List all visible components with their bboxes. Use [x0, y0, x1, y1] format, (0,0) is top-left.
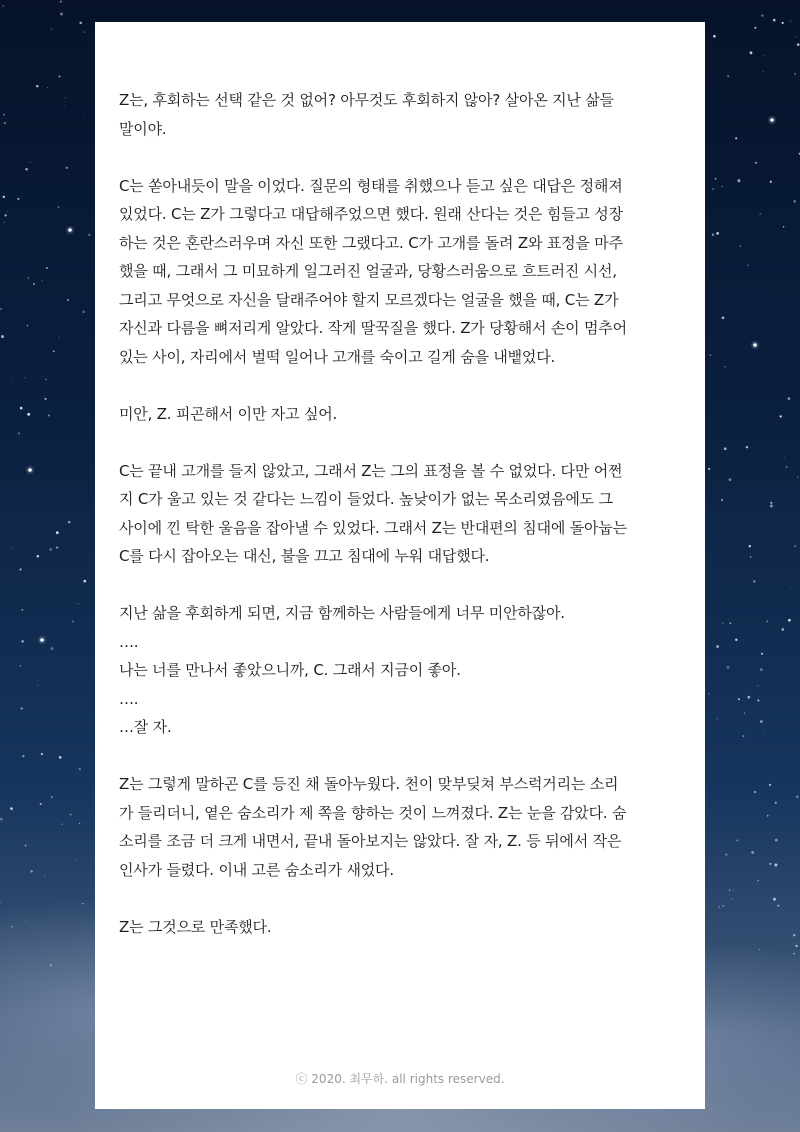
copyright-notice: ⓒ 2020. 최무하. all rights reserved.: [295, 1072, 505, 1086]
text-line: ….: [119, 632, 139, 651]
text-line: 소리를 조금 더 크게 내면서, 끝내 돌아보지는 않았다. 잘 자, Z. 등 뒤에서 작은: [119, 832, 622, 850]
text-line: Z는 그렇게 말하곤 C를 등진 채 돌아누웠다. 천이 맞부딪쳐 부스럭거리는 소리: [119, 775, 619, 793]
text-line: 있었다. C는 Z가 그렇다고 대답해주었으면 했다. 원래 산다는 것은 힘들고 성장: [119, 205, 623, 223]
text-line: 했을 때, 그래서 그 미묘하게 일그러진 얼굴과, 당황스러움으로 흐트러진 시선,: [119, 262, 617, 280]
paragraph: [119, 599, 683, 742]
text-line: 지 C가 울고 있는 것 같다는 느낌이 들었다. 높낮이가 없는 목소리였음에도 그: [119, 490, 613, 508]
text-line: 인사가 들렸다. 이내 고른 숨소리가 새었다.: [119, 860, 394, 879]
text-line: 나는 너를 만나서 좋았으니까, C. 그래서 지금이 좋아.: [119, 661, 461, 679]
text-line: C는 끝내 고개를 들지 않았고, 그래서 Z는 그의 표정을 볼 수 없었다. 다만 어쩐: [119, 461, 623, 480]
text-line: 말이야.: [119, 119, 167, 138]
paragraph: [119, 457, 683, 571]
text-line: C는 쏟아내듯이 말을 이었다. 질문의 형태를 취했으나 듣고 싶은 대답은 정해져: [119, 176, 623, 195]
story-text: [119, 86, 683, 970]
text-line: C를 다시 잡아오는 대신, 불을 끄고 침대에 누워 대답했다.: [119, 547, 490, 565]
text-line: Z는 그것으로 만족했다.: [119, 917, 272, 936]
document-page: [95, 22, 705, 1109]
text-line: …잘 자.: [119, 718, 172, 736]
text-line: 가 들리더니, 옅은 숨소리가 제 쪽을 향하는 것이 느껴졌다. Z는 눈을 감았다. 숨: [119, 803, 627, 822]
text-line: 지난 삶을 후회하게 되면, 지금 함께하는 사람들에게 너무 미안하잖아.: [119, 604, 565, 622]
paragraph: [119, 86, 683, 143]
text-line: 사이에 낀 탁한 울음을 잡아낼 수 있었다. 그래서 Z는 반대편의 침대에 돌아눕는: [119, 518, 627, 537]
paragraph: [119, 172, 683, 372]
paragraph: [119, 770, 683, 884]
text-line: ….: [119, 689, 139, 708]
text-line: 미안, Z. 피곤해서 이만 자고 싶어.: [119, 404, 338, 423]
text-line: Z는, 후회하는 선택 같은 것 없어? 아무것도 후회하지 않아? 살아온 지난 삶들: [119, 91, 614, 109]
text-line: 있는 사이, 자리에서 벌떡 일어나 고개를 숙이고 길게 숨을 내뱉었다.: [119, 347, 556, 366]
paragraph: [119, 913, 683, 942]
paragraph: [119, 400, 683, 429]
text-line: 하는 것은 혼란스러우며 자신 또한 그랬다고. C가 고개를 돌려 Z와 표정을 마주: [119, 233, 623, 252]
text-line: 자신과 다름을 뼈저리게 알았다. 작게 딸꾹질을 했다. Z가 당황해서 손이 멈추어: [119, 319, 627, 337]
text-line: 그리고 무엇으로 자신을 달래주어야 할지 모르겠다는 얼굴을 했을 때, C는 Z가: [119, 290, 619, 309]
